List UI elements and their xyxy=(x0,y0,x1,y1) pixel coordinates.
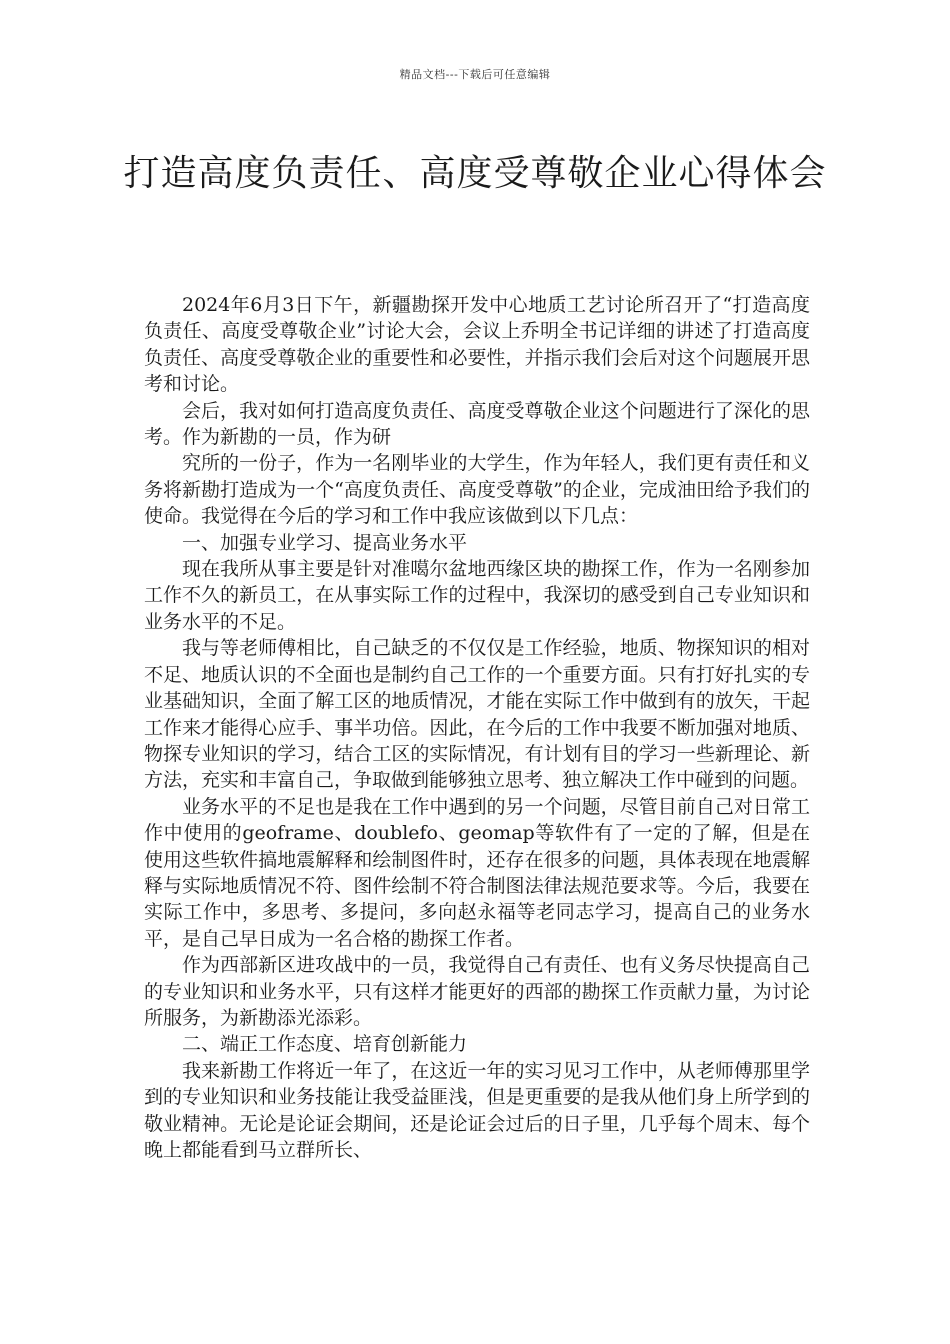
paragraph: 我与等老师傅相比，自己缺乏的不仅仅是工作经验，地质、物探知识的相对不足、地质认识的不全面也是制约自己工作的一个重要方面。只有打好扎实的专业基础知识，全面了解工区的地质情况，才能在实际工作中做到有的放矢，干起工作来才能得心应手、事半功倍。因此，在今后的工作中我要不断加强对地质、物探专业知识的学习，结合工区的实际情况，有计划有目的学习一些新理论、新方法，充实和丰富自己，争取做到能够独立思考、独立解决工作中碰到的问题。 xyxy=(144,637,810,792)
paragraph: 业务水平的不足也是我在工作中遇到的另一个问题，尽管目前自己对日常工作中使用的geoframe、doublefo、geomap等软件有了一定的了解，但是在使用这些软件搞地震解释和绘制图件时，还存在很多的问题，具体表现在地震解释与实际地质情况不符、图件绘制不符合制图法律法规范要求等。今后，我要在实际工作中，多思考、多提问，多向赵永福等老同志学习，提高自己的业务水平，是自己早日成为一名合格的勘探工作者。 xyxy=(144,795,810,950)
document-body xyxy=(144,292,810,1163)
paragraph: 究所的一份子，作为一名刚毕业的大学生，作为年轻人，我们更有责任和义务将新勘打造成为一个“高度负责任、高度受尊敬”的企业，完成油田给予我们的使命。我觉得在今后的学习和工作中我应该做到以下几点： xyxy=(144,452,810,528)
section-heading: 二、端正工作态度、培育创新能力 xyxy=(182,1033,468,1056)
paragraph: 现在我所从事主要是针对准噶尔盆地西缘区块的勘探工作，作为一名刚参加工作不久的新员工，在从事实际工作的过程中，我深切的感受到自己专业知识和业务水平的不足。 xyxy=(144,558,810,633)
section-heading: 一、加强专业学习、提高业务水平 xyxy=(182,531,468,554)
paragraph: 我来新勘工作将近一年了，在这近一年的实习见习工作中，从老师傅那里学到的专业知识和业务技能让我受益匪浅，但是更重要的是我从他们身上所学到的敬业精神。无论是论证会期间，还是论证会过后的日子里，几乎每个周末、每个晚上都能看到马立群所长、 xyxy=(144,1059,810,1161)
paragraph: 会后，我对如何打造高度负责任、高度受尊敬企业这个问题进行了深化的思考。作为新勘的一员，作为研 xyxy=(144,399,810,449)
paragraph: 2024年6月3日下午，新疆勘探开发中心地质工艺讨论所召开了“打造高度负责任、高度受尊敬企业”讨论大会，会议上乔明全书记详细的讲述了打造高度负责任、高度受尊敬企业的重要性和必要性，并指示我们会后对这个问题展开思考和讨论。 xyxy=(144,294,810,396)
paragraph: 作为西部新区进攻战中的一员，我觉得自己有责任、也有义务尽快提高自己的专业知识和业务水平，只有这样才能更好的西部的勘探工作贡献力量，为讨论所服务，为新勘添光添彩。 xyxy=(144,954,810,1029)
page-header-note: 精品文档---下载后可任意编辑 xyxy=(399,68,551,81)
document-title: 打造高度负责任、高度受尊敬企业心得体会 xyxy=(123,153,827,195)
